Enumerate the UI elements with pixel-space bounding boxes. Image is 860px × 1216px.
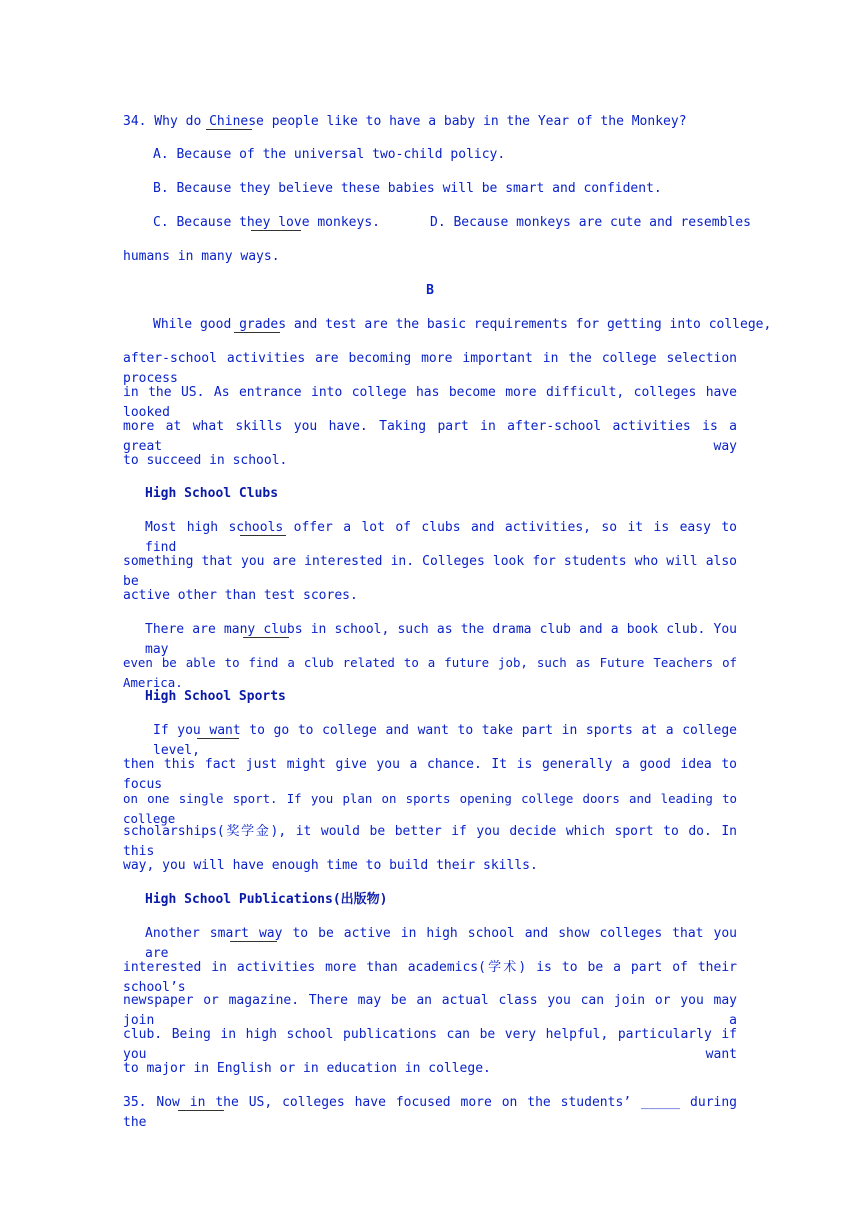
passage-line: There are many clubs in school, such as the drama club and a book club. You may	[145, 622, 737, 657]
underline-mark	[206, 129, 252, 130]
underline-mark	[234, 332, 280, 333]
underline-mark	[240, 535, 286, 536]
underline-mark	[197, 738, 239, 739]
passage-line: something that you are interested in. Colleges look for students who will also be	[123, 554, 737, 589]
section-heading-publications: High School Publications(出版物)	[145, 892, 388, 907]
passage-line: active other than test scores.	[123, 588, 358, 603]
question-34-option-a: A. Because of the universal two-child policy.	[153, 147, 506, 162]
passage-line: after-school activities are becoming more important in the college selection process	[123, 351, 737, 386]
question-35-stem: 35. Now in the US, colleges have focused more on the students’ _____ during the	[123, 1095, 737, 1130]
passage-line: If you want to go to college and want to take part in sports at a college level,	[153, 723, 737, 758]
passage-line: Most high schools offer a lot of clubs and activities, so it is easy to find	[145, 520, 737, 555]
question-34-option-c: C. Because they love monkeys.	[153, 215, 380, 230]
passage-line: even be able to find a club related to a future job, such as Future Teachers of America.	[123, 655, 737, 690]
passage-line: on one single sport. If you plan on sports opening college doors and leading to college	[123, 791, 737, 826]
passage-line: way, you will have enough time to build their skills.	[123, 858, 538, 873]
question-34-option-d-continued: humans in many ways.	[123, 249, 280, 264]
section-heading-sports: High School Sports	[145, 689, 286, 704]
section-heading-clubs: High School Clubs	[145, 486, 279, 501]
passage-line: to succeed in school.	[123, 453, 288, 468]
passage-line: scholarships(奖学金), it would be better if you decide which sport to do. In this	[123, 824, 737, 859]
underline-mark	[178, 1110, 224, 1111]
passage-line: in the US. As entrance into college has become more difficult, colleges have looked	[123, 385, 737, 420]
passage-label: B	[426, 283, 434, 298]
underline-mark	[243, 637, 289, 638]
passage-line: to major in English or in education in college.	[123, 1061, 491, 1076]
passage-line: Another smart way to be active in high school and show colleges that you are	[145, 926, 737, 961]
question-34-option-d: D. Because monkeys are cute and resembles	[430, 215, 751, 230]
passage-line: club. Being in high school publications can be very helpful, particularly if you want	[123, 1027, 737, 1062]
passage-line: newspaper or magazine. There may be an actual class you can join or you may join a	[123, 993, 737, 1028]
question-34-stem: 34. Why do Chinese people like to have a baby in the Year of the Monkey?	[123, 114, 687, 129]
underline-mark	[230, 941, 277, 942]
passage-line: more at what skills you have. Taking part in after-school activities is a great way	[123, 419, 737, 454]
question-34-option-b: B. Because they believe these babies will be smart and confident.	[153, 181, 662, 196]
underline-mark	[251, 230, 301, 231]
passage-line: While good grades and test are the basic requirements for getting into college,	[153, 317, 772, 332]
passage-line: then this fact just might give you a chance. It is generally a good idea to focus	[123, 757, 737, 792]
passage-line: interested in activities more than academics(学术) is to be a part of their school’s	[123, 960, 737, 995]
